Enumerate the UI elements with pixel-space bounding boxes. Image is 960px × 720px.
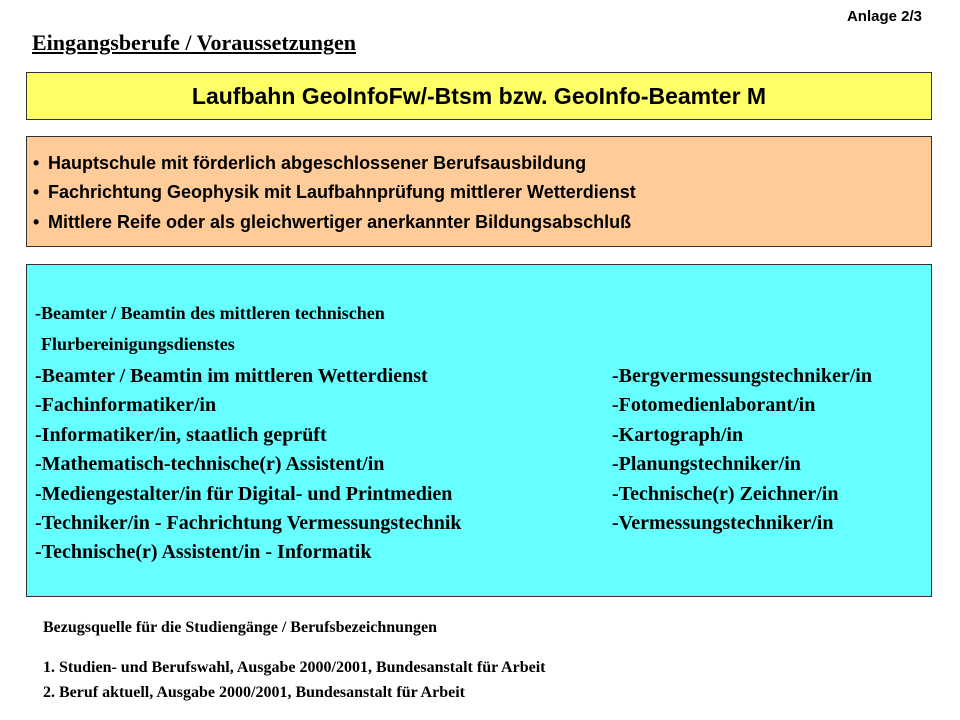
requirement-item: • Mittlere Reife oder als gleichwertiger anerkannter Bildungsabschluß xyxy=(33,212,632,232)
profession-item: -Mathematisch-technische(r) Assistent/in xyxy=(35,453,385,476)
profession-item: -Bergvermessungstechniker/in xyxy=(612,365,872,387)
profession-intro-line1: -Beamter / Beamtin des mittleren technischen xyxy=(35,303,385,323)
profession-item: -Fachinformatiker/in xyxy=(35,394,217,417)
source-item: 2. Beruf aktuell, Ausgabe 2000/2001, Bundesanstalt für Arbeit xyxy=(43,684,465,701)
career-title: Laufbahn GeoInfoFw/-Btsm bzw. GeoInfo-Beamter M xyxy=(191,82,767,109)
profession-item: -Vermessungstechniker/in xyxy=(612,511,834,534)
profession-item: -Planungstechniker/in xyxy=(612,453,801,476)
profession-item: -Techniker/in - Fachrichtung Vermessungstechnik xyxy=(35,511,462,534)
profession-item: -Mediengestalter/in für Digital- und Printmedien xyxy=(35,482,453,505)
profession-item: -Technische(r) Assistent/in - Informatik xyxy=(35,541,372,564)
profession-intro-line2: Flurbereinigungsdienstes xyxy=(41,334,235,354)
sources-list xyxy=(43,658,545,708)
professions-box xyxy=(26,264,932,597)
bullet-icon: • xyxy=(33,182,40,202)
profession-item: -Beamter / Beamtin im mittleren Wetterdienst xyxy=(35,365,428,387)
requirements-list xyxy=(33,151,931,239)
requirements-box xyxy=(26,136,932,247)
profession-list-right xyxy=(612,364,872,540)
profession-list-left xyxy=(35,364,462,570)
page-heading: Eingangsberufe / Voraussetzungen xyxy=(32,30,356,55)
bullet-icon: • xyxy=(33,153,40,173)
profession-item: -Technische(r) Zeichner/in xyxy=(612,482,839,505)
career-title-box xyxy=(26,72,932,120)
requirement-item: • Fachrichtung Geophysik mit Laufbahnprüfung mittlerer Wetterdienst xyxy=(33,182,636,202)
profession-item: -Kartograph/in xyxy=(612,423,744,446)
annex-label: Anlage 2/3 xyxy=(846,8,922,25)
profession-item: -Informatiker/in, staatlich geprüft xyxy=(35,423,327,446)
source-item: 1. Studien- und Berufswahl, Ausgabe 2000/2001, Bundesanstalt für Arbeit xyxy=(43,659,546,676)
bullet-icon: • xyxy=(33,212,40,232)
profession-item: -Fotomedienlaborant/in xyxy=(612,394,816,417)
sources-title: Bezugsquelle für die Studiengänge / Berufsbezeichnungen xyxy=(43,619,437,636)
requirement-item: • Hauptschule mit förderlich abgeschlossener Berufsausbildung xyxy=(33,153,587,173)
